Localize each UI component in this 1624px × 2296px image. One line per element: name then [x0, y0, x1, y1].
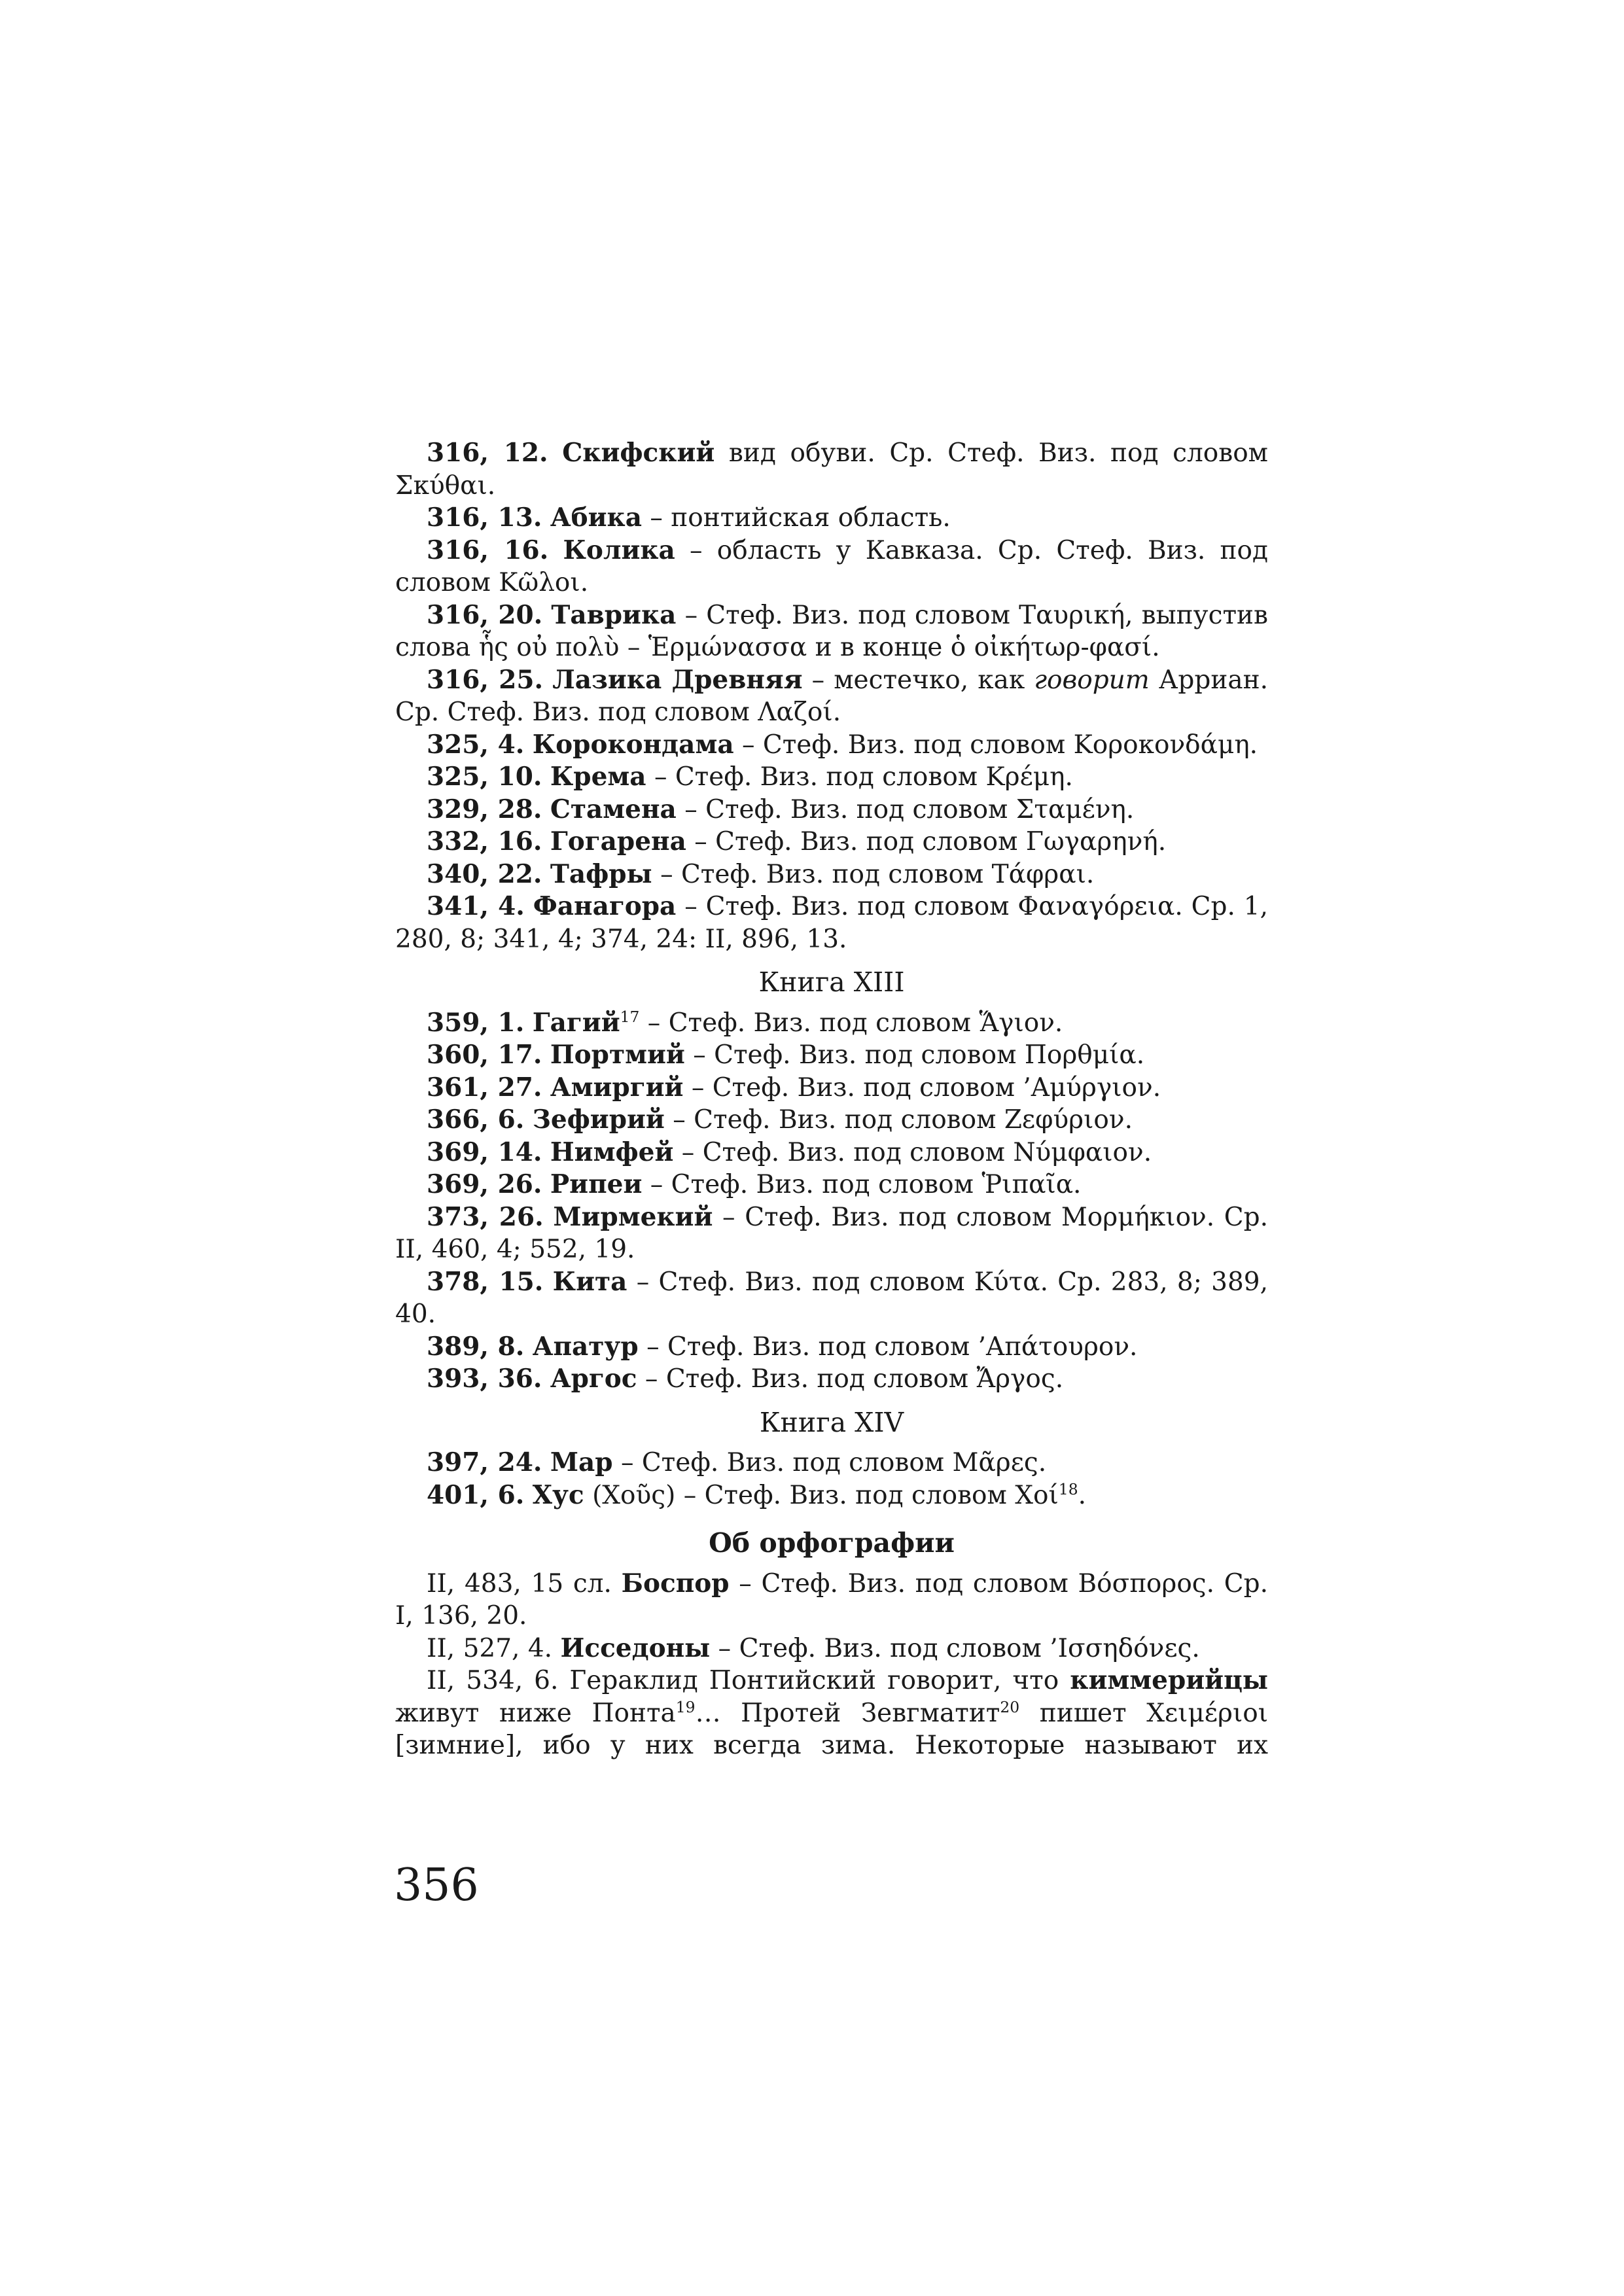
entry-text: – понтийская область.: [641, 503, 951, 533]
entry-ii-483-15: [395, 1568, 1268, 1633]
entry-text: – Стеф. Виз. под словом Γωγαρηνή.: [686, 827, 1167, 857]
entry-text: – Стеф. Виз. под словом Κύτα. Ср. 283, 8; 389, 40.: [395, 1267, 1268, 1329]
entry-text: – Стеф. Виз. под словом Βόσπορος. Ср. I, 136, 20.: [395, 1568, 1268, 1631]
entry-401-6: [395, 1479, 1268, 1512]
footnote-ref: 20: [1000, 1697, 1020, 1716]
footnote-ref: 18: [1058, 1479, 1078, 1498]
entry-332-16: [395, 826, 1268, 858]
entry-text: (Χοῦς) – Стеф. Виз. под словом Χοί: [584, 1480, 1059, 1510]
entry-ref: II, 534, 6.: [427, 1666, 559, 1695]
entry-text: – область у Кавказа. Ср. Стеф. Виз. под словом Κῶλοι.: [395, 535, 1268, 597]
entry-text: – местечко, как: [802, 665, 1034, 695]
entry-text: – Стеф. Виз. под словом Ζεφύριον.: [664, 1105, 1133, 1135]
entry-term: Хус: [532, 1479, 584, 1510]
heading-book-14: Книга XIV: [759, 1406, 904, 1438]
entry-ref: II, 527, 4.: [427, 1633, 553, 1663]
entry-369-26: [395, 1169, 1268, 1201]
entry-ref: 373, 26.: [427, 1201, 544, 1232]
entry-text: – Стеф. Виз. под словом Πορθμία.: [684, 1040, 1145, 1070]
entry-text: – Стеф. Виз. под словом ’Ισσηδόνες.: [710, 1633, 1200, 1663]
heading-book-13: Книга XIII: [758, 966, 905, 998]
entry-term: Скифский: [562, 438, 715, 468]
entry-ref: 359, 1.: [427, 1007, 525, 1038]
entry-text: – Стеф. Виз. под словом Νύμφαιον.: [673, 1137, 1152, 1167]
entry-term: киммерийцы: [1070, 1665, 1268, 1695]
entry-ref: 393, 36.: [427, 1364, 542, 1394]
entry-ref: 325, 4.: [427, 729, 525, 760]
entry-text: Арриан. Ср. Стеф. Виз. под словом Λαζοί.: [395, 665, 1268, 727]
entry-ref: 369, 26.: [427, 1169, 542, 1199]
entry-text: – Стеф. Виз. под словом Ταυρική, выпустив слова ἧς οὐ πολὺ – Ἑρμώνασσα и в конце ὁ οἰκήτωρ-φασί.: [395, 600, 1268, 662]
entry-325-4: [395, 729, 1268, 762]
entry-ii-534-6: [395, 1665, 1268, 1762]
entry-text: – Стеф. Виз. под словом Φαναγόρεια. Ср. 1, 280, 8; 341, 4; 374, 24: II, 896, 13.: [395, 892, 1268, 954]
entry-term: Аргос: [550, 1364, 637, 1394]
entry-397-24: [395, 1447, 1268, 1479]
entry-term: Боспор: [621, 1568, 730, 1598]
entry-term: Таврика: [551, 599, 677, 630]
text-block: [395, 437, 1268, 1762]
entry-text: вид обуви. Ср. Стеф. Виз. под словом Σκύθαι.: [395, 438, 1269, 501]
entry-term: Крема: [550, 762, 646, 792]
entry-ref: 341, 4.: [427, 891, 525, 921]
entry-text: – Стеф. Виз. под словом Ἄργος.: [637, 1364, 1064, 1394]
entry-ref: 316, 12.: [427, 438, 548, 468]
entry-term: Рипеи: [550, 1169, 643, 1199]
entry-text: – Стеф. Виз. под словом Ἅγιον.: [639, 1008, 1063, 1038]
entry-ref: II, 483, 15 сл.: [427, 1568, 612, 1598]
entry-316-13: [395, 502, 1268, 535]
heading-orthography: Об орфографии: [709, 1527, 955, 1559]
page-number: 356: [394, 1860, 479, 1911]
entry-text: пишет Χειμέριοι [зимние], ибо у них всегда зима. Некоторые называют их: [395, 1698, 1269, 1760]
entry-text: – Стеф. Виз. под словом Κοροκονδάμη.: [733, 730, 1258, 760]
entry-ref: 389, 8.: [427, 1331, 525, 1362]
entry-ref: 397, 24.: [427, 1447, 542, 1477]
entry-text: – Стеф. Виз. под словом Ῥιπαῖα.: [642, 1170, 1082, 1199]
entry-341-4: [395, 891, 1268, 955]
entry-term: Мирмекий: [553, 1201, 713, 1232]
entry-393-36: [395, 1363, 1268, 1396]
entry-text: – Стеф. Виз. под словом ’Απάτουρον.: [638, 1332, 1138, 1362]
entry-term: Лазика Древняя: [552, 664, 803, 695]
entry-text: – Стеф. Виз. под словом Σταμένη.: [676, 794, 1135, 824]
entry-366-6: [395, 1104, 1268, 1137]
entry-term: Тафры: [550, 858, 652, 889]
entry-316-16: [395, 535, 1268, 599]
entry-term: Зефирий: [532, 1104, 665, 1135]
entry-text: – Стеф. Виз. под словом ’Αμύργιον.: [683, 1072, 1161, 1103]
entry-term: Кита: [552, 1266, 627, 1297]
entry-term: Гогарена: [550, 826, 686, 857]
entry-ii-527-4: [395, 1633, 1268, 1665]
entry-359-1: [395, 1007, 1268, 1040]
entry-340-22: [395, 858, 1268, 891]
entry-term: Колика: [563, 535, 675, 565]
entry-373-26: [395, 1201, 1268, 1266]
entry-ref: 332, 16.: [427, 826, 542, 857]
entry-378-15: [395, 1266, 1268, 1331]
entry-italic: говорит: [1034, 665, 1150, 695]
entry-term: Апатур: [532, 1331, 639, 1362]
entry-ref: 316, 20.: [427, 599, 543, 630]
entry-ref: 329, 28.: [427, 794, 542, 824]
entry-term: Портмий: [550, 1040, 685, 1070]
entry-ref: 369, 14.: [427, 1137, 542, 1167]
entry-316-12: [395, 437, 1268, 502]
entry-text: – Стеф. Виз. под словом Τάφραι.: [652, 859, 1095, 889]
entry-361-27: [395, 1072, 1268, 1104]
entry-360-17: [395, 1039, 1268, 1072]
entry-ref: 340, 22.: [427, 858, 542, 889]
entry-term: Стамена: [550, 794, 677, 824]
entry-text: – Стеф. Виз. под словом Κρέμη.: [646, 762, 1073, 792]
entry-389-8: [395, 1331, 1268, 1364]
entry-term: Амиргий: [550, 1072, 684, 1103]
footnote-ref: 19: [675, 1697, 696, 1716]
entry-ref: 401, 6.: [427, 1479, 525, 1510]
entry-text: – Стеф. Виз. под словом Μορμήκιον. Ср. II, 460, 4; 552, 19.: [395, 1202, 1269, 1264]
entry-ref: 316, 13.: [427, 503, 542, 533]
entry-ref: 316, 16.: [427, 535, 549, 565]
entry-text: … Протей Зевгматит: [695, 1698, 1000, 1728]
footnote-ref: 17: [620, 1007, 640, 1026]
entry-329-28: [395, 794, 1268, 826]
entry-ref: 360, 17.: [427, 1040, 542, 1070]
entry-ref: 378, 15.: [427, 1266, 544, 1297]
entry-ref: 325, 10.: [427, 762, 542, 792]
entry-term: Корокондама: [532, 729, 734, 760]
entry-316-20: [395, 599, 1268, 664]
entry-325-10: [395, 761, 1268, 794]
entry-text: живут ниже Понта: [395, 1698, 676, 1728]
entry-term: Гагий: [532, 1007, 620, 1038]
entry-text: – Стеф. Виз. под словом Μᾶρες.: [612, 1448, 1047, 1477]
entry-term: Мар: [550, 1447, 613, 1477]
entry-term: Абика: [550, 503, 642, 533]
entry-term: Нимфей: [550, 1137, 674, 1167]
entry-text: Гераклид Понтийский говорит, что: [558, 1666, 1070, 1695]
entry-369-14: [395, 1137, 1268, 1169]
entry-ref: 366, 6.: [427, 1104, 525, 1135]
entry-316-25: [395, 664, 1268, 729]
entry-text: .: [1078, 1480, 1086, 1510]
entry-term: Фанагора: [533, 891, 677, 921]
entry-ref: 316, 25.: [427, 664, 544, 695]
entry-ref: 361, 27.: [427, 1072, 542, 1103]
entry-term: Исседоны: [560, 1633, 711, 1663]
